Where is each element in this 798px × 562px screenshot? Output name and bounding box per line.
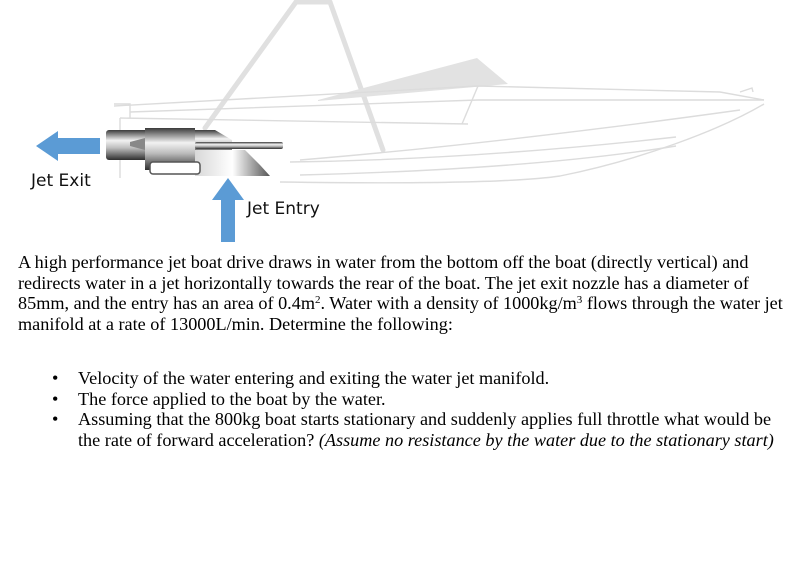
list-item: [50, 389, 790, 410]
jet-drive-unit: [106, 128, 283, 176]
problem-paragraph: [18, 252, 788, 334]
tower-frame: [205, 2, 383, 150]
list-item: [50, 409, 790, 450]
jet-exit-arrow: [36, 131, 100, 161]
list-item-note: (Assume no resistance by the water due to the stationary start): [318, 429, 774, 450]
paragraph-text-2: . Water with a density of 1000kg/m: [320, 293, 577, 314]
list-item-text: Assuming that the 800kg boat starts stationary and suddenly applies full throttle what would be the rate of forward acceleration?: [78, 409, 772, 450]
list-item-text: The force applied to the boat by the water.: [78, 388, 386, 409]
list-item: [50, 368, 790, 389]
paragraph-text-1: A high performance jet boat drive draws in water from the bottom off the boat (directly vertical) and redirects water in a jet horizontally towards the rear of the boat. The jet exit nozzle has a diameter of 85mm, and the entry has an area of 0.4m: [18, 252, 749, 314]
superscript-squared: 2: [314, 294, 321, 307]
bullet-icon: •: [52, 409, 59, 430]
question-list: [50, 368, 790, 450]
boat-illustration: [0, 0, 798, 245]
list-item-text: Velocity of the water entering and exiting the water jet manifold.: [78, 368, 550, 388]
windshield: [318, 58, 508, 101]
jet-entry-arrow: [212, 178, 244, 242]
superscript-cubed: 3: [576, 294, 583, 307]
bullet-icon: •: [52, 388, 59, 409]
bullet-icon: •: [52, 368, 59, 388]
jet-entry-label: Jet Entry: [247, 199, 320, 219]
jet-boat-diagram: [0, 0, 798, 245]
paragraph-text-3: flows through the water jet manifold at a rate of 13000L/min. Determine the following:: [18, 293, 783, 334]
jet-exit-label: Jet Exit: [31, 171, 91, 191]
